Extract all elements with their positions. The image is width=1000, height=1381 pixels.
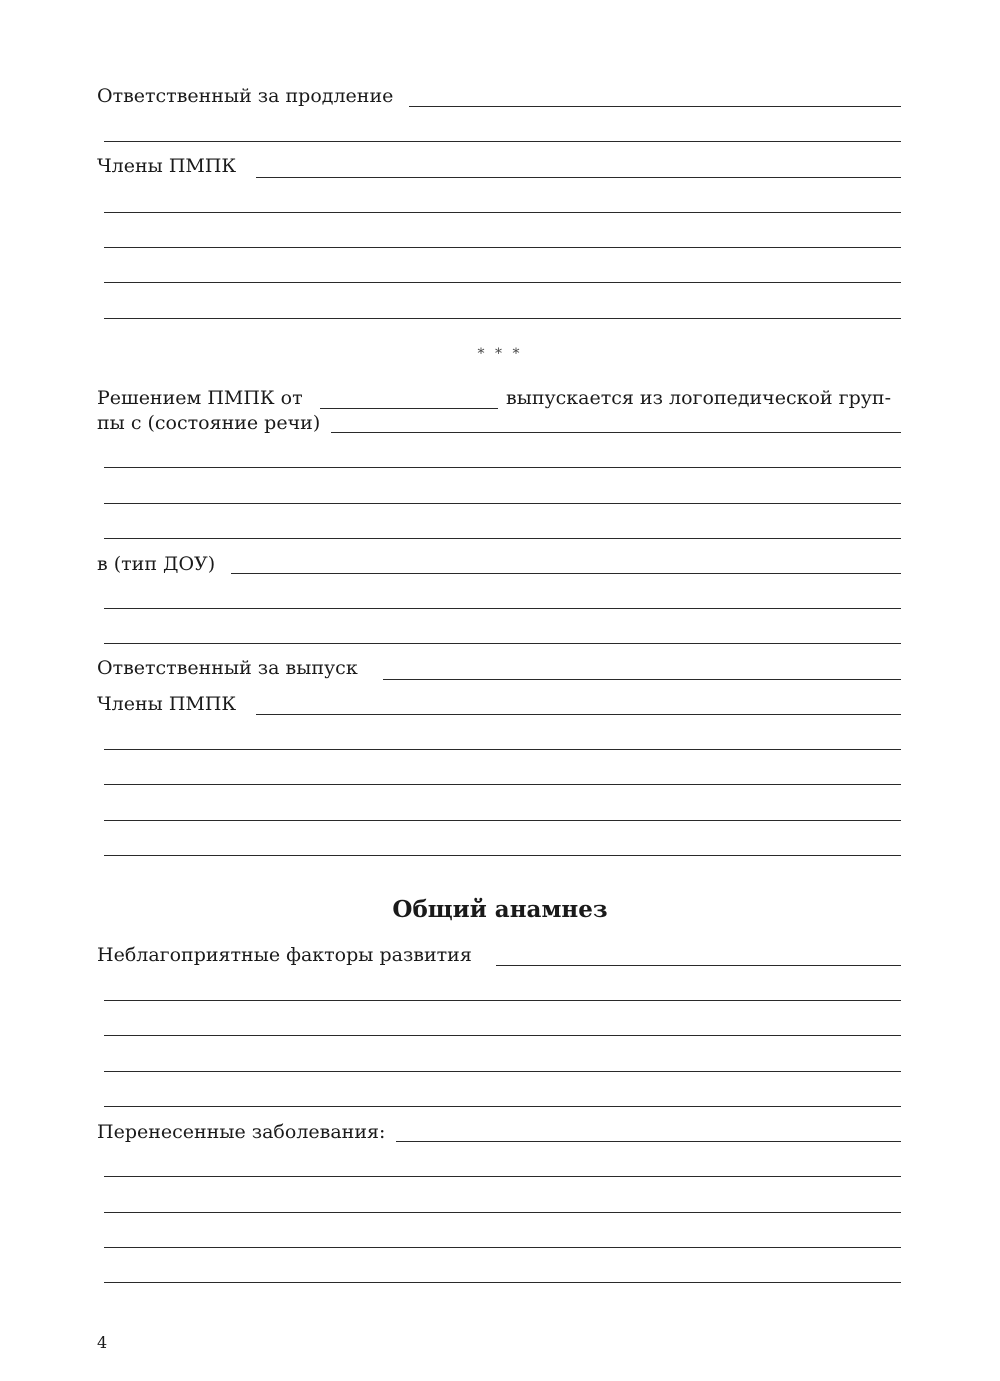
fill-line[interactable]: [104, 1247, 901, 1248]
responsible-extension-label: Ответственный за продление: [97, 85, 394, 107]
responsible-extension-field[interactable]: [409, 106, 901, 107]
members-extension-label: Члены ПМПК: [97, 155, 237, 177]
fill-line[interactable]: [104, 247, 901, 248]
speech-state-field[interactable]: [331, 432, 901, 433]
fill-line[interactable]: [104, 749, 901, 750]
responsible-release-field[interactable]: [383, 679, 901, 680]
members-release-field[interactable]: [256, 714, 901, 715]
factors-label: Неблагоприятные факторы развития: [97, 944, 472, 966]
fill-line[interactable]: [104, 1106, 901, 1107]
members-extension-field[interactable]: [256, 177, 901, 178]
factors-field[interactable]: [496, 965, 901, 966]
fill-line[interactable]: [104, 1035, 901, 1036]
diseases-field[interactable]: [396, 1141, 901, 1142]
decision-suffix-text: выпускается из логопедической груп-: [506, 387, 892, 409]
responsible-release-label: Ответственный за выпуск: [97, 657, 358, 679]
fill-line[interactable]: [104, 784, 901, 785]
fill-line[interactable]: [104, 1282, 901, 1283]
fill-line[interactable]: [104, 1176, 901, 1177]
diseases-label: Перенесенные заболевания:: [97, 1121, 386, 1143]
fill-line[interactable]: [104, 318, 901, 319]
page-number: 4: [97, 1333, 108, 1352]
fill-line[interactable]: [104, 1071, 901, 1072]
fill-line[interactable]: [104, 855, 901, 856]
fill-line[interactable]: [104, 212, 901, 213]
fill-line[interactable]: [104, 820, 901, 821]
dou-type-label: в (тип ДОУ): [97, 553, 216, 575]
decision-date-field[interactable]: [320, 408, 498, 409]
decision-prefix-text: Решением ПМПК от: [97, 387, 303, 409]
speech-state-label: пы с (состояние речи): [97, 412, 321, 434]
fill-line[interactable]: [104, 141, 901, 142]
fill-line[interactable]: [104, 643, 901, 644]
anamnesis-title: Общий анамнез: [392, 896, 608, 923]
fill-line[interactable]: [104, 1212, 901, 1213]
fill-line[interactable]: [104, 1000, 901, 1001]
fill-line[interactable]: [104, 538, 901, 539]
members-release-label: Члены ПМПК: [97, 693, 237, 715]
section-separator: * * *: [477, 346, 523, 362]
fill-line[interactable]: [104, 503, 901, 504]
fill-line[interactable]: [104, 282, 901, 283]
fill-line[interactable]: [104, 608, 901, 609]
dou-type-field[interactable]: [231, 573, 901, 574]
fill-line[interactable]: [104, 467, 901, 468]
